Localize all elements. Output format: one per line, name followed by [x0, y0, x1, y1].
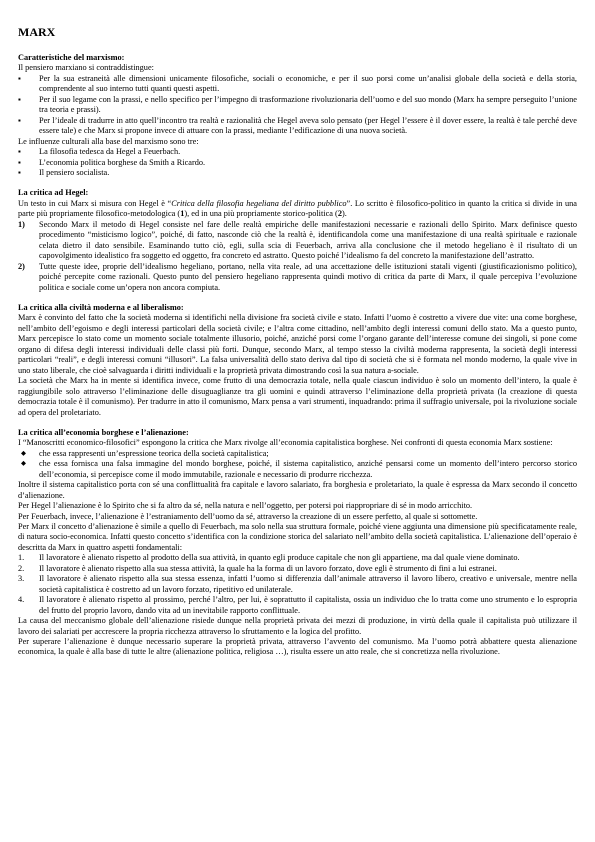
list-item: 1. Il lavoratore è alienato rispetto al prodotto della sua attività, in quanto egli produce capitale che non gli appartiene, ma dal quale viene dominato.	[18, 553, 520, 563]
bullet-list-influences	[18, 147, 577, 178]
list-item: ▪ Il pensiero socialista.	[18, 168, 577, 178]
paragraph: Marx è convinto del fatto che la società moderna si identifichi nella divisione fra società civile e stato. Infatti l’uomo è costretto a vivere due vite: una come borghese, nell’ambito dell’egoismo e degli interessi particolari della società civile; e l’altra come cittadino, nell’ambito degli interessi comuni dello stato. Ma a questo punto, Marx percepisce lo stato come un momento sociale totalmente illusorio, poiché, anziché porsi come l’organo garante dell’interesse comune dei singoli, si pone come organo di difesa degli interessi individuali delle classi più forti. Dunque, secondo Marx, al tempo stesso la civiltà moderna rappresenta, la società degli interessi particolari “reali”, e degli interessi comuni “illusori”. La falsa universalità dello stato deriva dal tipo di società che si è formata nel mondo moderno, la quale vive in uno stato liberale, che cioè salvaguarda i diritti individuali e la proprietà privata dimostrando così la sua natura a-sociale.	[18, 313, 577, 375]
section-heading-hegel: La critica ad Hegel:	[18, 188, 89, 198]
paragraph: Per Hegel l’alienazione è lo Spirito che si fa altro da sé, nella natura e nell’oggetto, per potersi poi riappropriare di sé in modo arricchito.	[18, 501, 473, 511]
list-item: 1) Secondo Marx il metodo di Hegel consiste nel fare delle realtà empiriche delle manifestazioni necessarie e razionali dello Spirito. Marx definisce questo procedimento “misticismo logico”, poiché, di fatto, nasconde ciò che la realtà è, identificandola come una manifestazione di una realtà spirituale e razionale celata dietro il dato sensibile. Esaminando tutto ciò, egli, sulla scia di Feuerbach, arriva alla conclusione che il metodo hegeliano è il risultato di un capovolgimento idealistico fra soggetto ed oggetto, fra concreto ed astratto. Questo poiché l’idealismo fa del concreto la manifestazione dell’astratto.	[18, 219, 577, 261]
list-item: ▪ La filosofia tedesca da Hegel a Feuerbach.	[18, 147, 577, 157]
list-item: 3. Il lavoratore è alienato rispetto alla sua stessa essenza, infatti l’uomo si differenzia dall’animale attraverso il lavoro libero, creativo e universale, mentre nella società capitalistica è costretto ad un lavoro forzato, ripetitivo ed unilaterale.	[18, 574, 577, 594]
paragraph: Il pensiero marxiano si contraddistingue:	[18, 63, 154, 73]
paragraph: Le influenze culturali alla base del marxismo sono tre:	[18, 136, 199, 146]
list-item: ▪ Per il suo legame con la prassi, e nello specifico per l’impegno di trasformazione rivoluzionaria dell’uomo e del suo mondo (Marx ha sempre perseguito l’unione tra teoria e prassi).	[18, 95, 577, 116]
bullet-list-characteristics	[18, 74, 577, 137]
list-item: ▪ L’economia politica borghese da Smith a Ricardo.	[18, 158, 577, 168]
numbered-list-hegel	[18, 220, 577, 293]
paragraph: Per superare l’alienazione è dunque necessario superare la proprietà privata, attraverso l’avvento del comunismo. Ma l’uomo potrà abbattere questa alienazione economica, la quale è alla base di tutte le altre (alienazione politica, religiosa …), risulta essere un atto reale, che si concretizza nella rivoluzione.	[18, 637, 577, 657]
section-heading-characteristics: Caratteristiche del marxismo:	[18, 53, 125, 62]
book-title: Critica della filosofia hegeliana del diritto pubblico	[171, 198, 347, 208]
paragraph: Un testo in cui Marx si misura con Hegel è “Critica della filosofia hegeliana del diritto pubblico”. Lo scritto è filosofico-politico in quanto la critica si divide in una parte più propriamente filosofico-metodologica (1), ed in una più propriamente storico-politica (2).	[18, 198, 577, 219]
paragraph: La società che Marx ha in mente si identifica invece, come frutto di una democrazia totale, nella quale ciascun individuo è solo un momento dell’intero, la quale è raggiungibile solo attraverso l’eliminazione delle disuguaglianze tra gli uomini e quindi attraverso l’eliminazione della proprietà privata (la creazione di questa democrazia totale è il comunismo). Per tradurre in atto il comunismo, Marx pensa a vari strumenti, inquadrando: prima il suffragio universale, poi la rivoluzione sociale ad opera del proletariato.	[18, 376, 577, 417]
list-item: ▪ Per l’ideale di tradurre in atto quell’incontro tra realtà e razionalità che Hegel aveva solo pensato (per Hegel l’essere è il dover essere, la realtà è tale perché deve essere tale) e che Marx si propone invece di attuare con la prassi, mediante l’edificazione di una nuova società.	[18, 116, 577, 137]
list-item: ◆ che essa fornisca una falsa immagine del mondo borghese, poiché, il sistema capitalistico, anziché pensarsi come un momento dell’intero percorso storico dell’economia, si percepisce come il modo immutabile, razionale e necessario di produrre ricchezza.	[18, 459, 577, 480]
numbered-list-alienation	[18, 553, 577, 616]
list-item: ◆ che essa rappresenti un’espressione teorica della società capitalistica;	[18, 449, 577, 459]
diamond-list-economy	[18, 449, 577, 480]
paragraph: Per Marx il concetto d’alienazione è simile a quello di Feuerbach, ma solo nella sua struttura formale, poiché viene aggiunta una dimensione più specificatamente reale, di natura socio-economica. Infatti questo concetto s’identifica con la condizione storica del salariato nell’ambito della società capitalistica. L’alienazione dell’operaio è descritta da Marx in quattro aspetti fondamentali:	[18, 522, 577, 552]
list-item: 2) Tutte queste idee, proprie dell’idealismo hegeliano, portano, nella vita reale, ad una accettazione delle istituzioni statali vigenti (giustificazionismo politico), poiché percepite come razionali. Questo punto del pensiero hegeliano rappresenta quindi motivo di critica da parte di Marx, il quale percepiva l’evoluzione politica e sociale come un’opera non ancora compiuta.	[18, 261, 577, 292]
list-item: 4. Il lavoratore è alienato rispetto al prossimo, perché l’altro, per lui, è soprattutto il capitalista, ossia un individuo che lo tratta come uno strumento e lo espropria del frutto del proprio lavoro, dando vita ad un inevitabile rapporto conflittuale.	[18, 595, 577, 615]
list-item: 2. Il lavoratore è alienato rispetto alla sua stessa attività, la quale ha la forma di un lavoro forzato, dove egli è strumento di fini a lui estranei.	[18, 563, 497, 573]
paragraph: I “Manoscritti economico-filosofici” espongono la critica che Marx rivolge all’economia capitalistica borghese. Nei confronti di questa economia Marx sostiene:	[18, 438, 553, 448]
section-heading-liberalism: La critica alla civiltà moderna e al liberalismo:	[18, 302, 184, 312]
paragraph: Inoltre il sistema capitalistico porta con sé una conflittualità fra capitale e lavoro salariato, fra borghesia e proletariato, la quale è espressa da Marx secondo il concetto d’alienazione.	[18, 480, 577, 500]
paragraph: La causa del meccanismo globale dell’alienazione risiede dunque nella proprietà privata dei mezzi di produzione, in virtù della quale il capitalista può utilizzare il lavoro dei salariati per accrescere la propria ricchezza attraverso lo sfruttamento e la logica del profitto.	[18, 616, 577, 636]
section-heading-alienation: La critica all’economia borghese e l’alienazione:	[18, 427, 189, 437]
list-item: ▪ Per la sua estraneità alle dimensioni unicamente filosofiche, sociali o economiche, e per il suo porsi come un’analisi globale della società e della storia, comprendente al suo interno tutti quanti questi aspetti.	[18, 74, 577, 95]
paragraph: Per Feuerbach, invece, l’alienazione è l’estraniamento dell’uomo da sé, attraverso la creazione di un essere perfetto, al quale si sottomette.	[18, 511, 478, 521]
document-title: MARX	[18, 25, 56, 39]
